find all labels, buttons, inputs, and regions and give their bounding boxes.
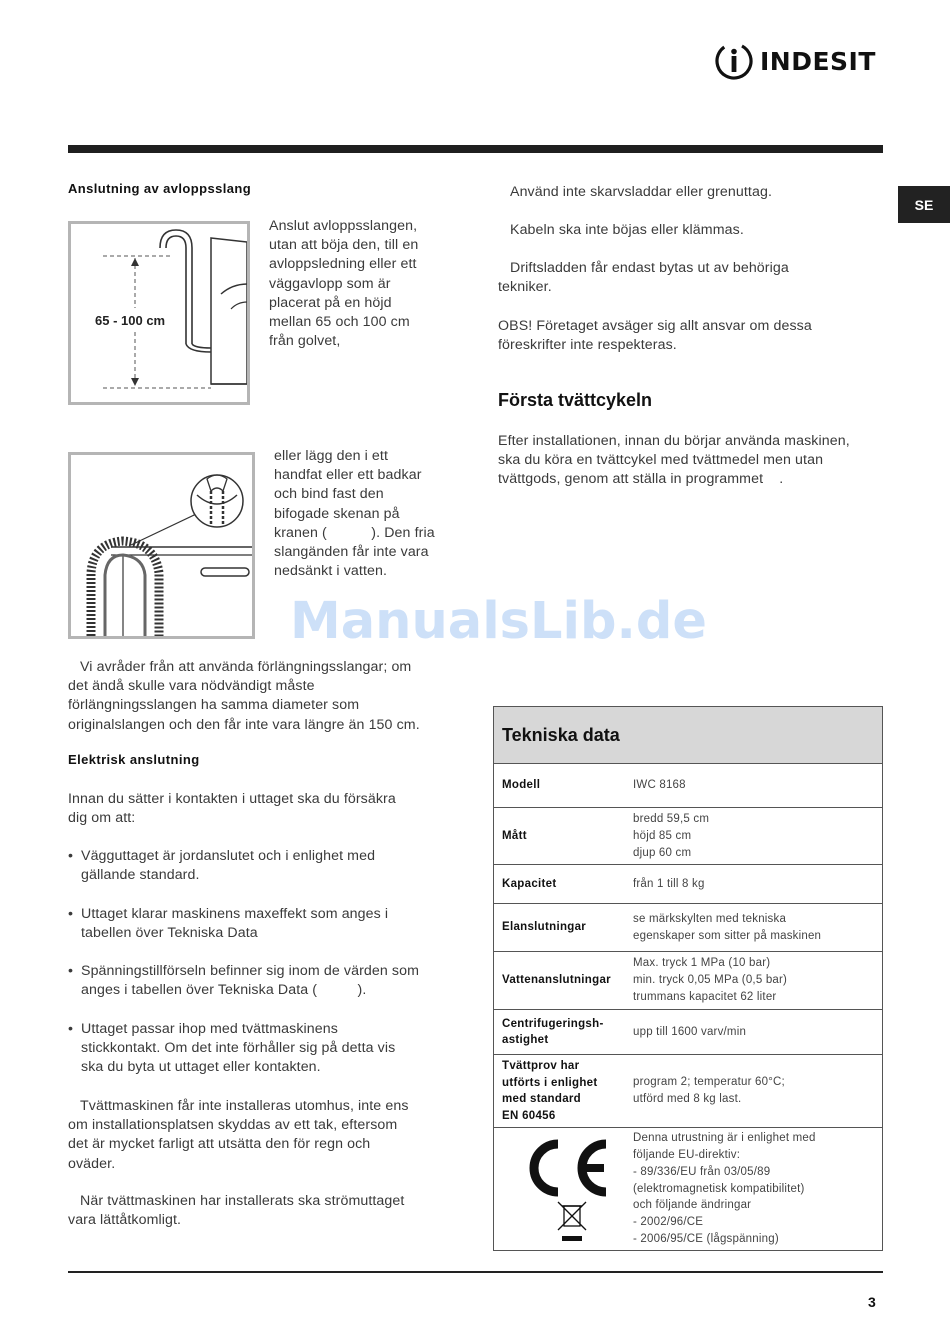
footer-rule xyxy=(68,1271,883,1273)
tech-data-label: Elanslutningar xyxy=(502,921,587,934)
accessibility-text: När tvättmaskinen har installerats ska strömuttaget vara lättåtkomligt. xyxy=(68,1193,405,1229)
tech-data-row xyxy=(494,807,882,864)
tech-data-value: se märkskylten med tekniska egenskaper som sitter på maskinen xyxy=(633,912,822,942)
tech-data-value: program 2; temperatur 60°C; utförd med 8 kg last. xyxy=(633,1076,785,1105)
tech-data-value: upp till 1600 varv/min xyxy=(633,1025,747,1038)
sink-drain-figure xyxy=(68,452,255,639)
ce-compliance-row xyxy=(494,1127,882,1250)
height-range-label: 65 - 100 cm xyxy=(95,313,166,328)
tech-data-row xyxy=(494,951,882,1009)
tech-data-row xyxy=(494,864,882,903)
bullet-item: • Uttaget passar ihop med tvättmaskinens stickkontakt. Om det inte förhåller sig på detta vis ska du byta ut uttaget eller kontakten. xyxy=(68,1021,396,1076)
tech-data-row xyxy=(494,764,882,807)
tech-data-row xyxy=(494,1009,882,1054)
indesit-logo xyxy=(714,40,876,82)
disclaimer-text: OBS! Företaget avsäger sig allt ansvar om dessa föreskrifter inte respekteras. xyxy=(498,318,812,354)
tech-data-value: från 1 till 8 kg xyxy=(633,877,705,890)
tech-data-label: Kapacitet xyxy=(502,877,557,890)
electric-heading: Elektrisk anslutning xyxy=(68,752,200,767)
tech-data-label: Vattenanslutningar xyxy=(502,974,611,987)
language-tab: SE xyxy=(898,186,950,223)
weee-bin-icon xyxy=(556,1200,588,1244)
extension-hose-text: Vi avråder från att använda förlängningsslangar; om det ändå skulle vara nödvändigt måste förlängningsslangen ha samma diameter som originalslangen och den får inte vara längre än 150 cm. xyxy=(68,659,420,733)
brand-name: INDESIT xyxy=(760,46,876,76)
tech-data-label: Tvättprov har utförts i enlighet med standard EN 60456 xyxy=(502,1060,598,1122)
bullet-item: • Spänningstillförseln befinner sig inom de värden som anges i tabellen över Tekniska Data ( ). xyxy=(68,963,420,999)
header-rule xyxy=(68,145,883,153)
tech-data-title: Tekniska data xyxy=(494,707,882,764)
drain-text-2: eller lägg den i ett handfat eller ett badkar och bind fast den bifogade skenan på kranen ( ). Den fria slangänden får inte vara nedsänkt i vatten. xyxy=(274,448,435,580)
tech-data-label: Mått xyxy=(502,829,527,842)
cable-warning: Kabeln ska inte böjas eller klämmas. xyxy=(510,222,744,238)
extension-cord-warning: Använd inte skarvsladdar eller grenuttag. xyxy=(510,184,772,200)
first-cycle-text: Efter installationen, innan du börjar använda maskinen, ska du köra en tvättcykel med tvättmedel men utan tvättgods, genom att ställa in programmet . xyxy=(498,433,850,488)
first-cycle-heading: Första tvättcykeln xyxy=(498,390,653,410)
tech-data-value: IWC 8168 xyxy=(633,779,686,791)
watermark: ManualsLib.de xyxy=(290,592,707,651)
tech-data-value: Max. tryck 1 MPa (10 bar) min. tryck 0,05 MPa (0,5 bar) trummans kapacitet 62 liter xyxy=(633,957,788,1003)
ce-mark-cell xyxy=(494,1128,633,1250)
drain-height-figure xyxy=(68,221,250,405)
ce-directive-text: Denna utrustning är i enlighet med följande EU-direktiv: - 89/336/EU från 03/05/89 (elektromagnetisk kompatibilitet) och följande ändringar - 2002/96/CE - 2006/95/CE (lågspänning) xyxy=(633,1132,816,1245)
tech-data-value: bredd 59,5 cm höjd 85 cm djup 60 cm xyxy=(633,812,710,859)
bullet-item: • Uttaget klarar maskinens maxeffekt som anges i tabellen över Tekniska Data xyxy=(68,906,389,942)
tech-data-label: Centrifugeringsh- astighet xyxy=(502,1017,604,1046)
sink-hose-illustration xyxy=(71,455,252,636)
drain-text-1: Anslut avloppsslangen, utan att böja den, till en avloppsledning eller ett väggavlopp som är placerat på en höjd mellan 65 och 100 cm från golvet, xyxy=(269,218,419,350)
tech-data-label: Modell xyxy=(502,779,541,792)
tech-data-row xyxy=(494,903,882,951)
tech-data-table xyxy=(493,706,883,1251)
tech-data-row xyxy=(494,1054,882,1127)
drain-heading: Anslutning av avloppsslang xyxy=(68,181,252,196)
page-number: 3 xyxy=(868,1294,876,1310)
outdoor-warning-text: Tvättmaskinen får inte installeras utomhus, inte ens om installationsplatsen skyddas av ett tak, eftersom det är mycket farligt att utsätta den för regn och oväder. xyxy=(68,1098,409,1172)
cord-replacement-text: Driftsladden får endast bytas ut av behöriga tekniker. xyxy=(498,260,789,296)
electric-intro: Innan du sätter i kontakten i uttaget ska du försäkra dig om att: xyxy=(68,791,396,827)
indesit-i-logo-icon xyxy=(714,41,754,81)
bullet-item: • Vägguttaget är jordanslutet och i enlighet med gällande standard. xyxy=(68,848,376,884)
